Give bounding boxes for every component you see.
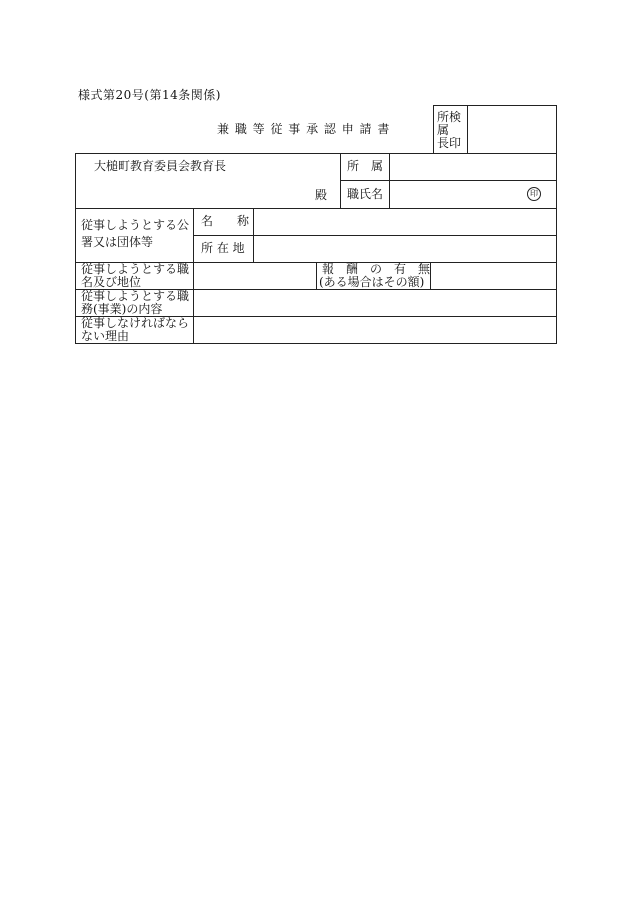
seal-mark: 印: [527, 187, 541, 201]
org-row-label-line2: 署又は団体等: [81, 235, 154, 249]
org-name-field[interactable]: [254, 209, 555, 235]
org-address-field[interactable]: [254, 236, 555, 262]
form-title: 兼 職 等 従 事 承 認 申 請 書: [217, 122, 391, 136]
table-rule: [316, 262, 317, 289]
inspection-box-line2: 属: [437, 123, 450, 137]
inspection-box-line3: 長印: [437, 136, 462, 150]
remuneration-label-line1: 報 酬 の 有 無: [322, 262, 431, 276]
position-field[interactable]: [194, 263, 316, 289]
inspection-box-line1: 所検: [437, 110, 462, 124]
table-rule: [556, 105, 557, 344]
position-label-line1: 従事しようとする職: [81, 262, 190, 276]
org-row-label-line1: 従事しようとする公: [81, 218, 190, 232]
duties-label-line1: 従事しようとする職: [81, 289, 190, 303]
reason-field[interactable]: [194, 317, 555, 343]
duties-field[interactable]: [194, 290, 555, 316]
name-label: 職氏名: [347, 187, 384, 201]
honorific: 殿: [315, 188, 328, 202]
table-rule: [340, 153, 341, 208]
affiliation-label: 所 属: [347, 159, 384, 173]
table-rule: [75, 343, 557, 344]
org-address-label: 所 在 地: [201, 241, 245, 255]
org-name-label: 名 称: [201, 214, 250, 228]
name-field[interactable]: [390, 181, 530, 207]
table-rule: [433, 105, 434, 153]
remuneration-label-line2: (ある場合はその額): [319, 275, 425, 289]
form-number-label: 様式第20号(第14条関係): [78, 88, 221, 102]
inspection-seal-field[interactable]: [468, 106, 555, 152]
addressee: 大槌町教育委員会教育長: [94, 159, 227, 173]
reason-label-line1: 従事しなければなら: [81, 316, 190, 330]
reason-label-line2: ない理由: [81, 329, 130, 343]
affiliation-field[interactable]: [390, 154, 555, 180]
table-rule: [75, 153, 76, 344]
remuneration-field[interactable]: [431, 263, 555, 289]
application-form-table: [75, 105, 557, 344]
duties-label-line2: 務(事業)の内容: [81, 302, 163, 316]
position-label-line2: 名及び地位: [81, 275, 142, 289]
